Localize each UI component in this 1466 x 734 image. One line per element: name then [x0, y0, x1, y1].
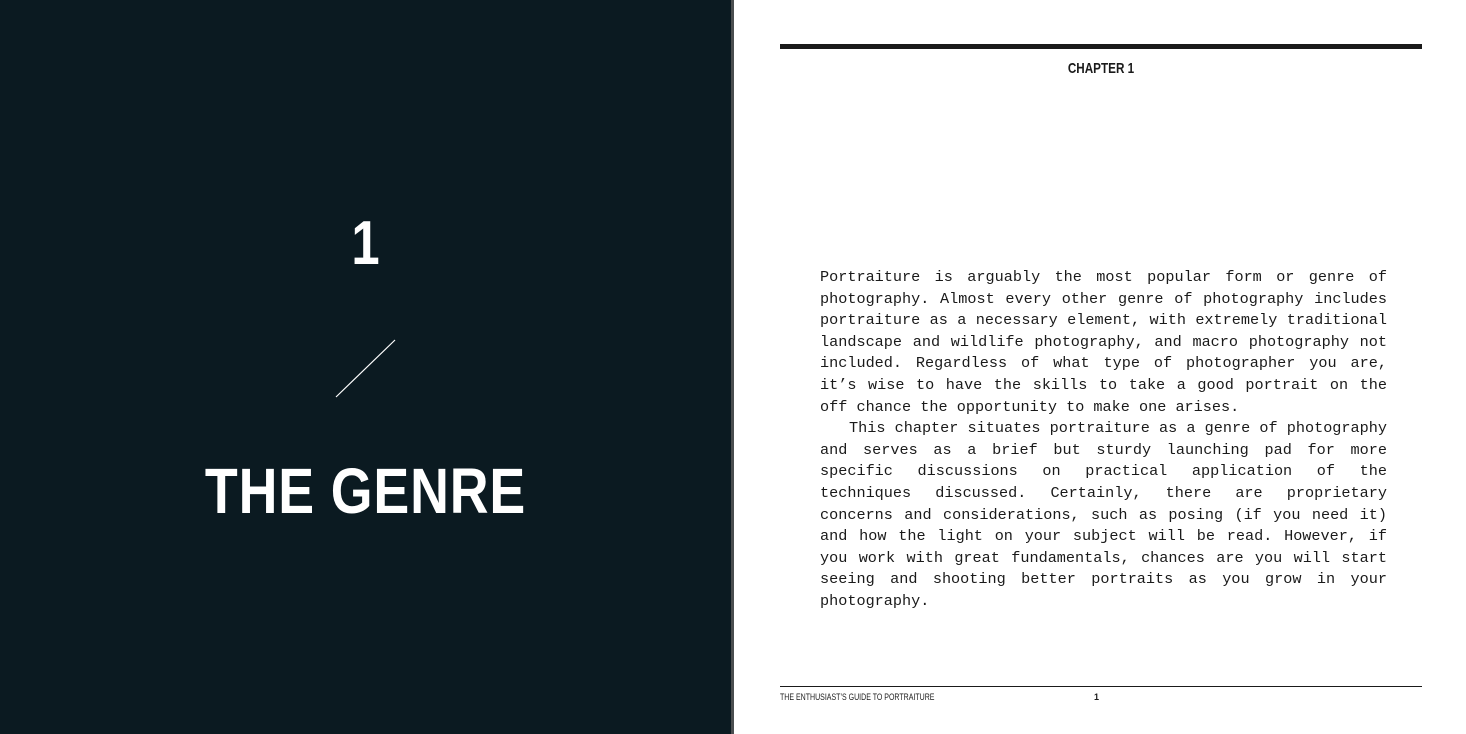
text-page [734, 0, 1466, 734]
header-rule [780, 44, 1422, 49]
chapter-number: 1 [351, 209, 380, 278]
chapter-title: THE GENRE [204, 455, 527, 527]
page-number: 1 [1094, 692, 1100, 702]
footer-rule [780, 686, 1422, 687]
chapter-opener-page [0, 0, 731, 734]
paragraph-2: This chapter situates portraiture as a genre of photography and serves as a brief but sturdy launching pad for more specific discussions on practical application of the techniques discussed. Certainly, there are proprietary concerns and considerations, such as posing (if you need it) and how the light on your subject will be read. However, if you work with great fundamentals, chances are you will start seeing and shooting better portraits as you grow in your photography. [820, 419, 1387, 610]
footer-book-title: THE ENTHUSIAST’S GUIDE TO PORTRAITURE [780, 692, 935, 702]
paragraph-1: Portraiture is arguably the most popular form or genre of photography. Almost every other genre of photography includes portraiture as a necessary element, with extremely traditional landscape and wildlife photography, and macro photography not included. Regardless of what type of photographer you are, it’s wise to have the skills to take a good portrait on the off chance the opportunity to make one arises. [820, 268, 1387, 416]
slash-divider [335, 339, 396, 398]
body-text [820, 267, 1387, 613]
running-head: CHAPTER 1 [1067, 60, 1135, 77]
